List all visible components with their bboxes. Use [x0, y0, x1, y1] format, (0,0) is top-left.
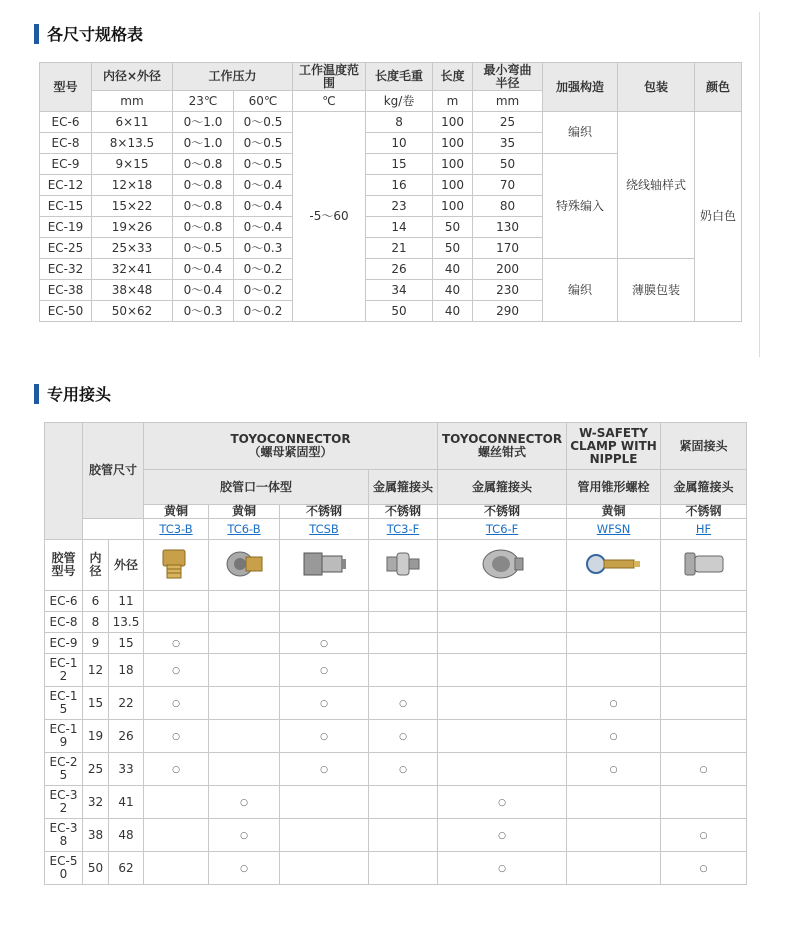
spec-cell-p60: 0～0.2 [234, 280, 293, 301]
conn-compat-cell [661, 612, 747, 633]
conn-cell-od: 15 [109, 633, 144, 654]
spec-cell-model: EC-9 [40, 154, 92, 175]
conn-compat-cell [209, 591, 280, 612]
unit-p60: 60℃ [234, 91, 293, 112]
spec-cell-p23: 0～0.3 [173, 301, 234, 322]
unit-p23: 23℃ [173, 91, 234, 112]
spec-cell-weight: 10 [366, 133, 433, 154]
wfsn-image [567, 540, 661, 591]
conn-header-spacer [83, 519, 144, 540]
conn-compat-cell [661, 720, 747, 753]
conn-compat-cell [144, 819, 209, 852]
compatible-mark: ○ [172, 665, 180, 676]
conn-cell-model: EC-8 [45, 612, 83, 633]
conn-compat-cell [280, 612, 369, 633]
spec-cell-dim: 32×41 [92, 259, 173, 280]
spec-cell-model: EC-6 [40, 112, 92, 133]
conn-compat-cell [438, 687, 567, 720]
conn-compat-cell [209, 654, 280, 687]
spec-cell-model: EC-8 [40, 133, 92, 154]
spec-cell-length: 100 [433, 154, 473, 175]
spec-header-package: 包装 [618, 63, 695, 112]
spec-cell-p23: 0～0.8 [173, 217, 234, 238]
spec-header-color: 颜色 [695, 63, 742, 112]
conn-compat-cell [280, 852, 369, 885]
spec-cell-reinforce: 编织 [543, 259, 618, 322]
spec-cell-bend: 170 [473, 238, 543, 259]
compatible-mark: ○ [172, 764, 180, 775]
spec-header-bend: 最小弯曲半径 [473, 63, 543, 91]
conn-cell-od: 22 [109, 687, 144, 720]
conn-compat-cell [567, 633, 661, 654]
spec-cell-p60: 0～0.3 [234, 238, 293, 259]
compatible-mark: ○ [240, 863, 248, 874]
spec-cell-package: 薄膜包装 [618, 259, 695, 322]
compatible-mark: ○ [699, 830, 708, 841]
conn-sub5: 金属箍接头 [661, 470, 747, 505]
conn-compat-cell [438, 852, 567, 885]
spec-table [39, 62, 742, 322]
product-link-tc6-f[interactable]: TC6-F [485, 521, 519, 536]
section-title-spec [34, 22, 143, 45]
conn-compat-cell [369, 591, 438, 612]
spec-cell-dim: 25×33 [92, 238, 173, 259]
spec-header-dim: 内径×外径 [92, 63, 173, 91]
spec-cell-p23: 0～0.8 [173, 175, 234, 196]
spec-cell-dim: 8×13.5 [92, 133, 173, 154]
product-link-tc3-b[interactable]: TC3-B [159, 521, 193, 536]
unit-bend: mm [473, 91, 543, 112]
product-link-wfsn[interactable]: WFSN [596, 521, 631, 536]
conn-cell-id: 38 [83, 819, 109, 852]
conn-compat-cell [438, 612, 567, 633]
conn-row [45, 720, 747, 753]
spec-cell-p23: 0～0.4 [173, 280, 234, 301]
compatible-mark: ○ [699, 863, 708, 874]
spec-cell-bend: 70 [473, 175, 543, 196]
conn-cell-id: 8 [83, 612, 109, 633]
conn-compat-cell [209, 786, 280, 819]
compatible-mark: ○ [609, 731, 618, 742]
compatible-mark: ○ [699, 764, 708, 775]
spec-cell-bend: 80 [473, 196, 543, 217]
conn-compat-cell [661, 633, 747, 654]
spec-cell-length: 40 [433, 280, 473, 301]
spec-cell-weight: 50 [366, 301, 433, 322]
conn-compat-cell [209, 612, 280, 633]
conn-material: 黄铜 [209, 505, 280, 519]
conn-compat-cell [369, 753, 438, 786]
spec-cell-bend: 290 [473, 301, 543, 322]
title-bar [34, 384, 39, 404]
conn-code-cell [144, 519, 209, 540]
conn-cell-model: EC-25 [45, 753, 83, 786]
conn-row [45, 852, 747, 885]
conn-compat-cell [567, 591, 661, 612]
conn-material: 不锈钢 [661, 505, 747, 519]
conn-compat-cell [280, 591, 369, 612]
spec-cell-p60: 0～0.2 [234, 301, 293, 322]
conn-compat-cell [369, 786, 438, 819]
conn-cell-id: 15 [83, 687, 109, 720]
spec-cell-dim: 15×22 [92, 196, 173, 217]
conn-cell-od: 62 [109, 852, 144, 885]
spec-cell-package: 绕线轴样式 [618, 112, 695, 259]
conn-cell-id: 25 [83, 753, 109, 786]
spec-cell-dim: 6×11 [92, 112, 173, 133]
spec-cell-length: 100 [433, 133, 473, 154]
spec-cell-model: EC-19 [40, 217, 92, 238]
spec-header-reinforce: 加强构造 [543, 63, 618, 112]
spec-cell-p23: 0～0.8 [173, 196, 234, 217]
spec-cell-p23: 0～0.5 [173, 238, 234, 259]
compatible-mark: ○ [320, 665, 328, 676]
conn-compat-cell [144, 753, 209, 786]
conn-row [45, 654, 747, 687]
conn-code-cell [661, 519, 747, 540]
unit-dim: mm [92, 91, 173, 112]
conn-cell-od: 41 [109, 786, 144, 819]
spec-cell-p23: 0～0.8 [173, 154, 234, 175]
compatible-mark: ○ [172, 731, 180, 742]
compatible-mark: ○ [498, 830, 506, 841]
spec-row [40, 112, 742, 133]
compatible-mark: ○ [320, 731, 328, 742]
conn-code-cell [209, 519, 280, 540]
spec-cell-p60: 0～0.5 [234, 154, 293, 175]
tc6-f-image [438, 540, 567, 591]
conn-compat-cell [438, 819, 567, 852]
conn-cell-model: EC-6 [45, 591, 83, 612]
conn-compat-cell [209, 633, 280, 654]
spec-cell-p60: 0～0.4 [234, 217, 293, 238]
conn-cell-model: EC-38 [45, 819, 83, 852]
conn-header-group4: 紧固接头 [661, 423, 747, 470]
conn-compat-cell [438, 720, 567, 753]
conn-code-cell [567, 519, 661, 540]
spec-cell-weight: 34 [366, 280, 433, 301]
conn-sub1: 胶管口一体型 [144, 470, 369, 505]
spec-cell-p60: 0～0.5 [234, 133, 293, 154]
conn-sub4: 管用锥形螺栓 [567, 470, 661, 505]
hf-image [661, 540, 747, 591]
title-bar [34, 24, 39, 44]
conn-compat-cell [209, 720, 280, 753]
conn-row [45, 612, 747, 633]
spec-cell-dim: 19×26 [92, 217, 173, 238]
conn-compat-cell [280, 786, 369, 819]
conn-material: 不锈钢 [280, 505, 369, 519]
conn-cell-id: 50 [83, 852, 109, 885]
spec-header-model: 型号 [40, 63, 92, 112]
conn-row [45, 819, 747, 852]
conn-compat-cell [144, 633, 209, 654]
conn-cell-id: 19 [83, 720, 109, 753]
compatible-mark: ○ [320, 698, 328, 709]
conn-cell-od: 11 [109, 591, 144, 612]
tc6-b-image [209, 540, 280, 591]
spec-cell-bend: 230 [473, 280, 543, 301]
spec-cell-length: 40 [433, 301, 473, 322]
conn-compat-cell [209, 687, 280, 720]
compatible-mark: ○ [609, 764, 618, 775]
spec-cell-weight: 15 [366, 154, 433, 175]
conn-compat-cell [567, 753, 661, 786]
conn-sub2: 金属箍接头 [369, 470, 438, 505]
conn-compat-cell [438, 786, 567, 819]
conn-cell-id: 12 [83, 654, 109, 687]
conn-cell-od: 18 [109, 654, 144, 687]
conn-compat-cell [144, 786, 209, 819]
conn-compat-cell [369, 819, 438, 852]
conn-code-cell [438, 519, 567, 540]
compatible-mark: ○ [172, 698, 180, 709]
spec-cell-length: 100 [433, 175, 473, 196]
conn-compat-cell [369, 633, 438, 654]
conn-cell-od: 48 [109, 819, 144, 852]
conn-compat-cell [438, 633, 567, 654]
conn-compat-cell [661, 654, 747, 687]
conn-compat-cell [661, 591, 747, 612]
spec-cell-p60: 0～0.4 [234, 175, 293, 196]
conn-compat-cell [567, 786, 661, 819]
spec-cell-reinforce: 编织 [543, 112, 618, 154]
spec-cell-model: EC-32 [40, 259, 92, 280]
section-title-text: 专用接头 [47, 385, 112, 404]
conn-cell-model: EC-15 [45, 687, 83, 720]
spec-cell-p60: 0～0.5 [234, 112, 293, 133]
section-title-connectors [34, 382, 111, 405]
conn-compat-cell [144, 654, 209, 687]
spec-cell-dim: 12×18 [92, 175, 173, 196]
compatible-mark: ○ [399, 698, 407, 709]
conn-cell-id: 9 [83, 633, 109, 654]
spec-cell-weight: 26 [366, 259, 433, 280]
spec-header-length: 长度 [433, 63, 473, 91]
spec-cell-weight: 16 [366, 175, 433, 196]
conn-row [45, 633, 747, 654]
conn-compat-cell [369, 852, 438, 885]
spec-cell-bend: 130 [473, 217, 543, 238]
conn-compat-cell [438, 654, 567, 687]
conn-code-cell [369, 519, 438, 540]
conn-compat-cell [567, 654, 661, 687]
conn-sub3: 金属箍接头 [438, 470, 567, 505]
tc3-b-image [144, 540, 209, 591]
conn-row [45, 687, 747, 720]
spec-row [40, 259, 742, 280]
conn-col-od: 外径 [109, 540, 144, 591]
conn-header-group2: TOYOCONNECTOR 螺丝钳式 [438, 423, 567, 470]
conn-compat-cell [144, 687, 209, 720]
divider-line [759, 12, 760, 357]
conn-compat-cell [280, 654, 369, 687]
product-link-hf[interactable]: HF [695, 521, 712, 536]
unit-temp: ℃ [293, 91, 366, 112]
product-link-tcsb[interactable]: TCSB [309, 521, 339, 536]
conn-compat-cell [567, 852, 661, 885]
conn-compat-cell [280, 687, 369, 720]
spec-cell-length: 40 [433, 259, 473, 280]
spec-cell-weight: 14 [366, 217, 433, 238]
spec-cell-temp: -5～60 [293, 112, 366, 322]
compatible-mark: ○ [240, 797, 248, 808]
unit-length: m [433, 91, 473, 112]
conn-compat-cell [661, 819, 747, 852]
spec-cell-p23: 0～1.0 [173, 112, 234, 133]
conn-compat-cell [144, 591, 209, 612]
conn-cell-id: 6 [83, 591, 109, 612]
conn-header-blank [45, 423, 83, 540]
spec-cell-length: 100 [433, 196, 473, 217]
conn-row [45, 786, 747, 819]
product-link-tc3-f[interactable]: TC3-F [386, 521, 420, 536]
conn-compat-cell [280, 819, 369, 852]
conn-cell-model: EC-12 [45, 654, 83, 687]
compatible-mark: ○ [399, 764, 407, 775]
conn-col-id: 内径 [83, 540, 109, 591]
spec-cell-length: 50 [433, 217, 473, 238]
conn-material: 不锈钢 [369, 505, 438, 519]
spec-cell-model: EC-25 [40, 238, 92, 259]
spec-header-pressure: 工作压力 [173, 63, 293, 91]
conn-row [45, 753, 747, 786]
conn-compat-cell [280, 633, 369, 654]
product-link-tc6-b[interactable]: TC6-B [227, 521, 261, 536]
conn-cell-model: EC-9 [45, 633, 83, 654]
conn-cell-model: EC-50 [45, 852, 83, 885]
compatible-mark: ○ [320, 764, 328, 775]
conn-compat-cell [144, 612, 209, 633]
conn-row [45, 591, 747, 612]
spec-cell-p23: 0～1.0 [173, 133, 234, 154]
compatible-mark: ○ [399, 731, 407, 742]
spec-cell-bend: 50 [473, 154, 543, 175]
conn-header-group1: TOYOCONNECTOR （螺母紧固型） [144, 423, 438, 470]
conn-compat-cell [661, 786, 747, 819]
compatible-mark: ○ [172, 638, 180, 649]
spec-cell-p60: 0～0.2 [234, 259, 293, 280]
conn-compat-cell [438, 753, 567, 786]
spec-cell-model: EC-38 [40, 280, 92, 301]
conn-compat-cell [144, 720, 209, 753]
conn-compat-cell [567, 612, 661, 633]
spec-cell-bend: 35 [473, 133, 543, 154]
conn-header-hose-size: 胶管尺寸 [83, 423, 144, 519]
spec-cell-p60: 0～0.4 [234, 196, 293, 217]
spec-cell-reinforce: 特殊编入 [543, 154, 618, 259]
conn-compat-cell [567, 720, 661, 753]
compatible-mark: ○ [498, 797, 506, 808]
conn-compat-cell [369, 612, 438, 633]
conn-cell-od: 26 [109, 720, 144, 753]
conn-compat-cell [438, 591, 567, 612]
unit-weight: kg/卷 [366, 91, 433, 112]
compatible-mark: ○ [609, 698, 618, 709]
connector-table [44, 422, 747, 885]
spec-cell-bend: 25 [473, 112, 543, 133]
conn-compat-cell [144, 852, 209, 885]
tcsb-image [280, 540, 369, 591]
conn-material: 黄铜 [144, 505, 209, 519]
conn-compat-cell [280, 720, 369, 753]
conn-compat-cell [661, 753, 747, 786]
conn-cell-model: EC-32 [45, 786, 83, 819]
spec-header-weight: 长度毛重 [366, 63, 433, 91]
conn-compat-cell [209, 819, 280, 852]
section-title-text: 各尺寸规格表 [47, 25, 144, 44]
compatible-mark: ○ [320, 638, 328, 649]
spec-cell-model: EC-50 [40, 301, 92, 322]
tc3-f-image [369, 540, 438, 591]
conn-compat-cell [280, 753, 369, 786]
conn-compat-cell [369, 654, 438, 687]
compatible-mark: ○ [498, 863, 506, 874]
conn-cell-od: 13.5 [109, 612, 144, 633]
spec-cell-bend: 200 [473, 259, 543, 280]
spec-header-temp: 工作温度范围 [293, 63, 366, 91]
conn-cell-id: 32 [83, 786, 109, 819]
conn-header-group3: W-SAFETY CLAMP WITH NIPPLE [567, 423, 661, 470]
spec-cell-dim: 50×62 [92, 301, 173, 322]
compatible-mark: ○ [240, 830, 248, 841]
spec-cell-length: 50 [433, 238, 473, 259]
spec-cell-model: EC-15 [40, 196, 92, 217]
conn-compat-cell [661, 687, 747, 720]
conn-compat-cell [209, 852, 280, 885]
conn-compat-cell [661, 852, 747, 885]
conn-material: 黄铜 [567, 505, 661, 519]
spec-cell-weight: 21 [366, 238, 433, 259]
spec-cell-dim: 38×48 [92, 280, 173, 301]
spec-cell-dim: 9×15 [92, 154, 173, 175]
conn-cell-model: EC-19 [45, 720, 83, 753]
conn-cell-od: 33 [109, 753, 144, 786]
spec-cell-weight: 23 [366, 196, 433, 217]
spec-cell-weight: 8 [366, 112, 433, 133]
conn-compat-cell [567, 819, 661, 852]
spec-cell-color: 奶白色 [695, 112, 742, 322]
conn-compat-cell [369, 720, 438, 753]
conn-material: 不锈钢 [438, 505, 567, 519]
conn-compat-cell [567, 687, 661, 720]
conn-code-cell [280, 519, 369, 540]
spec-cell-p23: 0～0.4 [173, 259, 234, 280]
conn-compat-cell [369, 687, 438, 720]
conn-compat-cell [209, 753, 280, 786]
conn-col-model: 胶管型号 [45, 540, 83, 591]
spec-cell-length: 100 [433, 112, 473, 133]
spec-cell-model: EC-12 [40, 175, 92, 196]
